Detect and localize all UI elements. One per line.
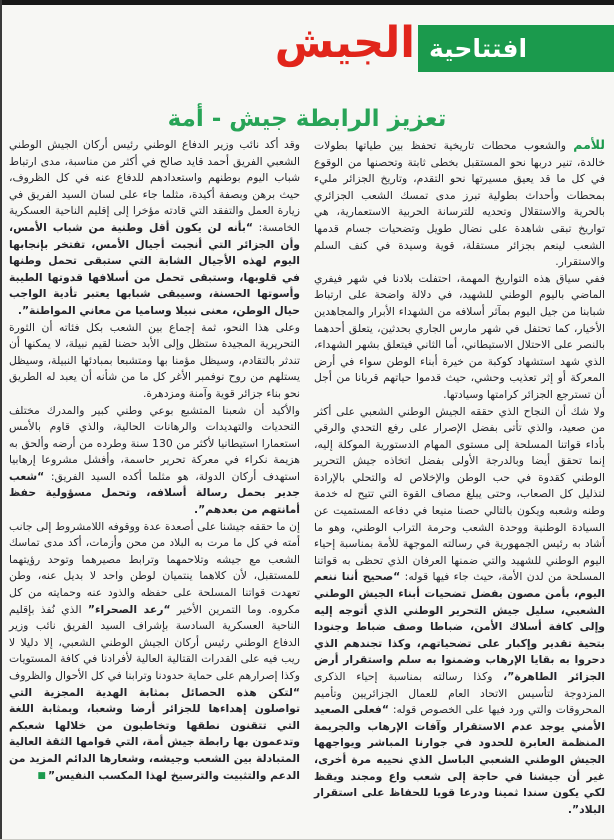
text-run: ففي سياق هذه التواريخ المهمة، احتفلت بلادنا في شهر فيفري الماضي باليوم الوطني للشهيد، في دلالة واضحة على ارتباط شبابنا من جيل اليوم بمآثر أسلافه من الشهداء الأبرار والمجاهدين الأخيار، كما تحتفل في شهر مارس الجاري بحدثين، يتعلق أحدهما بالنصر على الاحتلال الاستيطاني، أما الثاني فيتعلق بشهر الشهداء، الذي شهد استشهاد كوكبة من خيرة أبناء الوطن سواء في أرض المعركة أو إثر تعذيب وحشي، حيث قدموا حياتهم قربانا من أجل أن تسترجع الجزائر كرامتها وسيادتها. — [314, 271, 605, 401]
paragraph — [314, 404, 605, 819]
paragraph — [314, 137, 605, 271]
end-mark-icon: ■ — [37, 770, 46, 781]
text-run: ولا شك أن النجاح الذي حققه الجيش الوطني الشعبي على أكثر من صعيد، والذي تأتى بفضل الإصرار على رفع التحدي والرقي بأداء قواتنا المسلحة إلى مستوى المهام الدستورية الموكلة إليه، إنما تحقق أيضا وبالدرجة الأولى بفضل اتخاذه جيش التحرير الوطني كقدوة في حب الوطن والإخلاص له والتحلي بالإرادة لتذليل كل الصعاب، وحتى يبلغ مصاف القوة التي تتيح له خدمة وطنه وشعبه ويكون بالتالي حصنا منيعا في دفاعه المستميت عن السيادة الوطنية ووحدة الشعب وحرمة التراب الوطني، وهو ما أشاد به رئيس الجمهورية في رسالته الموجهة للأمة بمناسبة إحياء اليوم الوطني للشهيد والتي ضمنها العرفان الذي تحظى به قواتنا المسلحة من لدن الأمة، حيث جاء فيها قوله: — [314, 404, 605, 584]
paragraph — [9, 519, 300, 785]
text-run: “بأنه لن يكون أقل وطنية من شباب الأمس، وأن الجزائر التي أنجبت أجيال الأمس، تفتخر بإنجابها اليوم لهذه الأجيال الشابة التي ستبقى تحمل وطنها في قلوبها، وستبقى تحمل من أسلافها قدوتها الطيبة وأسوتها الحسنة، وسيبقى شبابها يعتبر تأدية الواجب حيال الوطن، معنى نبيلا وساميا من معاني المواطنة”. — [9, 220, 300, 317]
text-run: “لتكن هذه الحصائل بمثابة الهدية المجزية التي تواصلون إهداءها للجزائر أرضا وشعبا، وبمثابة اللغة التي تتقنون نطقها وتخاطبون من خلالها شعبكم وتدعمون بها رابطة جيش أمة، التي قوامها الثقة العالية المتبادلة بين الشعب وجيشه، وشعارها الدائم المزيد من الدعم والتثبيت والترسيخ لهذا المكسب النفيس” — [9, 685, 300, 782]
paragraph — [9, 320, 300, 403]
header-band — [418, 25, 614, 72]
paragraph — [314, 271, 605, 404]
text-run: “صحيح أننا ننعم اليوم، بأمن مصون بفضل تضحيات أبناء الجيش الوطني الشعبي، سليل جيش التحرير الوطني الذي أتوجه إليه وإلى كافة أسلاك الأمن، ضباطا وصف ضباط وجنودا بتحية تقدير وإكبار على تضحياتهم، وكذا تجندهم الذي دحروا به بقايا الإرهاب وضمنوا به سلم واستقرار أرض الجزائر الطاهرة”، — [314, 570, 605, 683]
article-body — [9, 137, 605, 832]
text-run: إن ما حققه جيشنا على أصعدة عدة ووقوفه اللامشروط إلى جانب أمته في كل ما مرت به البلاد من محن وأزمات، أكد مدى تماسك الشعب مع جيشه وتلاحمهما وترابط مصيرهما وتوحد رؤيتهما للمستقبل، لأن كلاهما ينتميان لوطن واحد لا بديل عنه، وطن تعهدت قواتنا المسلحة على حفظه والذود عنه وحمايته من كل مكروه. وما التمرين الأخير — [9, 519, 300, 616]
text-run: “شعب جدير بحمل رسالة أسلافه، وتحمل مسؤولية حفظ أمانتهم من بعدهم”. — [9, 469, 300, 517]
paragraph — [9, 403, 300, 519]
paragraph — [9, 137, 300, 320]
text-run: وقد أكد نائب وزير الدفاع الوطني رئيس أركان الجيش الوطني الشعبي الفريق أحمد قايد صالح في أكثر من مناسبة، مدى ارتباط شباب اليوم بوطنهم واستعدادهم للدفاع عنه في كل الظروف، حيث برهن وبصفة أكيدة، مثلما جاء على لسان السيد الفريق في زيارة العمل والتفقد التي قادته مؤخرا إلى إقليم الناحية العسكرية الخامسة: — [9, 138, 300, 234]
text-run: “رعد الصحراء” — [87, 602, 171, 616]
text-run: والشعوب محطات تاريخية تحفظ بين طياتها بطولات خالدة، تنير دربها نحو المستقبل بخطى ثابتة وتحصنها من الوقوع في كل ما قد يعيق مسيرتها نحو التقدم، وتاريخ الجزائر مليء بمحطات وأحداث بطولية تبرز مدى تمسك الشعب الجزائري بالحرية والاستقلال وتحديه للترسانة الحربية الاستعمارية، هي تواريخ تبقى شاهدة على نضال طويل وتضحيات جسام قدمها الشعب لينعم بجزائر مستقلة، قوية وسيدة في كنف السلم والاستقرار. — [314, 139, 605, 269]
scan-top-edge — [0, 0, 614, 5]
text-run: وعلى هذا النحو، ثمة إجماع بين الشعب بكل فئاته أن الثورة التحريرية المجيدة ستظل وإلى الأبد حضنا لقيم نبيلة، لا يمكنها أن تندثر بالتقادم، وسيظل مؤمنا بها ومتشبعا بمبادئها النبيلة، وسيظل يستلهم من روح نوفمبر الأغر كل ما من شأنه أن يعبد له الطريق نحو بناء جزائر قوية وآمنة ومزدهرة. — [9, 320, 300, 400]
column-left — [9, 137, 300, 784]
article-title: تعزيز الرابطة جيش - أمة — [167, 106, 447, 133]
lead-word: للأمم — [573, 137, 605, 152]
text-run: وكذا رسالته بمناسبة إحياء الذكرى المزدوجة لتأسيس الاتحاد العام للعمال الجزائريين وتأميم المحروقات والتي ورد فيها على الخصوص قوله: — [314, 670, 606, 717]
section-label: افتتاحية — [429, 33, 528, 63]
magazine-title-logo: الجيش — [274, 18, 415, 68]
text-run: والأكيد أن شعبنا المتشبع بوعي وطني كبير والمدرك مختلف التحديات والتهديدات والرهانات الحالية، والذي قاوم بالأمس استعمارا استيطانيا لأكثر من 130 سنة وطرده من أرضه وألحق به هزيمة نكراء في معركة تحرير حاسمة، وأفشل مشروعا إرهابيا استهدف أركان الدولة، هو مثلما أكده السيد الفريق: — [9, 403, 301, 483]
text-run: الذي نُفذ بإقليم الناحية العسكرية السادسة بإشراف السيد الفريق نائب وزير الدفاع الوطني رئيس أركان الجيش الوطني الشعبي، إلا دليلا لا ريب فيه على القدرات القتالية العالية لأفرادنا في كافة المستويات وكذا إصرارهم على حماية حدودنا وترابنا في كل الأحوال والظروف — [9, 602, 300, 682]
column-right — [314, 137, 605, 818]
text-run: “فعلى الصعيد الأمني يوجد عدم الاستقرار وآفات الإرهاب والجريمة المنظمة العابرة للحدود في جوارنا المباشر ويواجهها الجيش الوطني الشعبي الباسل الذي نحييه مرة أخرى، غير أن جيشنا في حاجة إلى شعب واع ومجند ويقظ لكي يكون سندا ثمينا ودرعا قويا للحفاظ على استقرار البلاد”. — [314, 703, 605, 816]
